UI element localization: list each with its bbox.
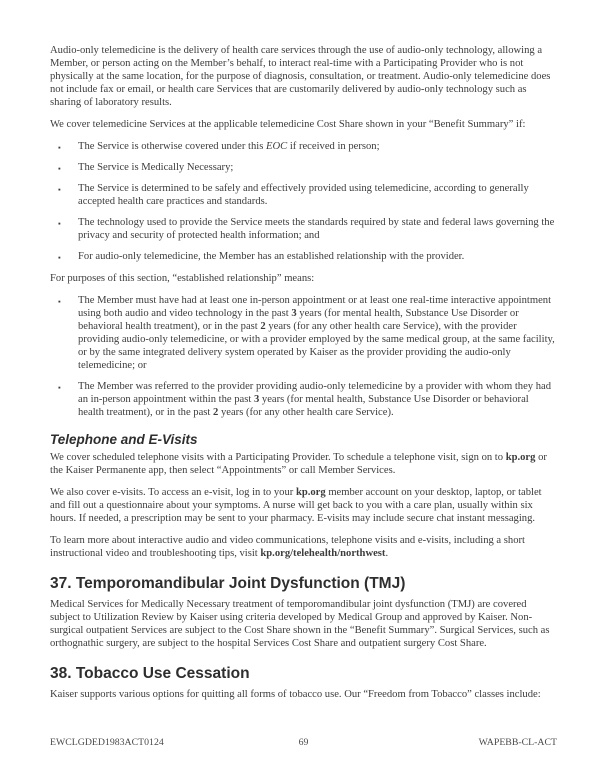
paragraph-tobacco: Kaiser supports various options for quitting all forms of tobacco use. Our “Freedom from Tobacco” classes include: (50, 689, 541, 700)
telemedicine-conditions-list (50, 140, 557, 263)
subheading-telephone-and-evisits: Telephone and E-Visits (50, 432, 198, 447)
paragraph-telephone-visits: We cover scheduled telephone visits with a Participating Provider. To schedule a telephone visit, sign on to kp.org or the Kaiser Permanente app, then select “Appointments” or call Member Services. (50, 452, 547, 476)
bullet-item: ▪ The Member was referred to the provider providing audio-only telemedicine by a provider with whom they had an in-person appointment within the past 3 years (for mental health, Substance Use Disorder or behavioral health treatment), or in the past 2 years (for any other health care Service). (50, 380, 557, 419)
footer-page-number: 69 (298, 737, 309, 748)
paragraph-learn-more: To learn more about interactive audio and video communications, telephone visits and e-visits, including a short instructional video and troubleshooting tips, visit kp.org/telehealth/northwest. (50, 535, 525, 559)
page-footer (50, 737, 557, 748)
section-heading-tobacco: 38. Tobacco Use Cessation (50, 665, 250, 682)
document-page (50, 44, 557, 710)
paragraph-tmj: Medical Services for Medically Necessary treatment of temporomandibular joint dysfunction (TMJ) are covered subject to Utilization Review by Kaiser using criteria developed by Medical Group and approved by Kaiser. Non-surgical outpatient Services are subject to the Cost Share shown in the “Benefit Summary”. Surgical Services, such as orthognathic surgery, are subject to the hospital Services Cost Share and outpatient surgery Cost Share. (50, 599, 550, 649)
established-relationship-list (50, 294, 557, 419)
bullet-item: ▪ The technology used to provide the Service meets the standards required by state and federal laws governing the privacy and security of protected health information; and (50, 216, 557, 242)
bullet-item: ▪ The Service is Medically Necessary; (50, 161, 557, 174)
footer-document-code: EWCLGDED1983ACT0124 (50, 737, 164, 748)
bullet-item: ▪ For audio-only telemedicine, the Member has an established relationship with the provider. (50, 250, 557, 263)
paragraph-cover-telemedicine: We cover telemedicine Services at the applicable telemedicine Cost Share shown in your “Benefit Summary” if: (50, 119, 526, 130)
paragraph-evisits: We also cover e-visits. To access an e-visit, log in to your kp.org member account on your desktop, laptop, or tablet and fill out a questionnaire about your symptoms. A nurse will get back to you with a care plan, usually within six hours. If needed, a prescription may be sent to your pharmacy. E-visits may include secure chat instant messaging. (50, 487, 542, 524)
footer-plan-code: WAPEBB-CL-ACT (478, 737, 558, 748)
bullet-item: ▪ The Service is determined to be safely and effectively provided using telemedicine, according to generally accepted health care practices and standards. (50, 182, 557, 208)
bullet-item: ▪ The Service is otherwise covered under this EOC if received in person; (50, 140, 557, 153)
bullet-item: ▪ The Member must have had at least one in-person appointment or at least one real-time interactive appointment using both audio and video technology in the past 3 years (for mental health, Substance Use Disorder or behavioral health treatment), or in the past 2 years (for any other health care Service), with the provider providing audio-only telemedicine, or with a provider employed by the same medical group, at the same facility, or by the same integrated delivery system operated by Kaiser as the provider providing the audio-only telemedicine; or (50, 294, 557, 372)
paragraph-established-relationship: For purposes of this section, “established relationship” means: (50, 273, 315, 284)
paragraph-audio-only-definition: Audio-only telemedicine is the delivery of health care services through the use of audio-only technology, allowing a Member, or person acting on the Member’s behalf, to interact real-time with a Participating Provider who is not physically at the same location, for the purpose of diagnosis, consultation, or treatment. Audio-only telemedicine does not include fax or email, or health care Services that are customarily delivered by audio-only technology such as sharing of laboratory results. (50, 45, 551, 108)
section-heading-tmj: 37. Temporomandibular Joint Dysfunction (TMJ) (50, 575, 406, 592)
